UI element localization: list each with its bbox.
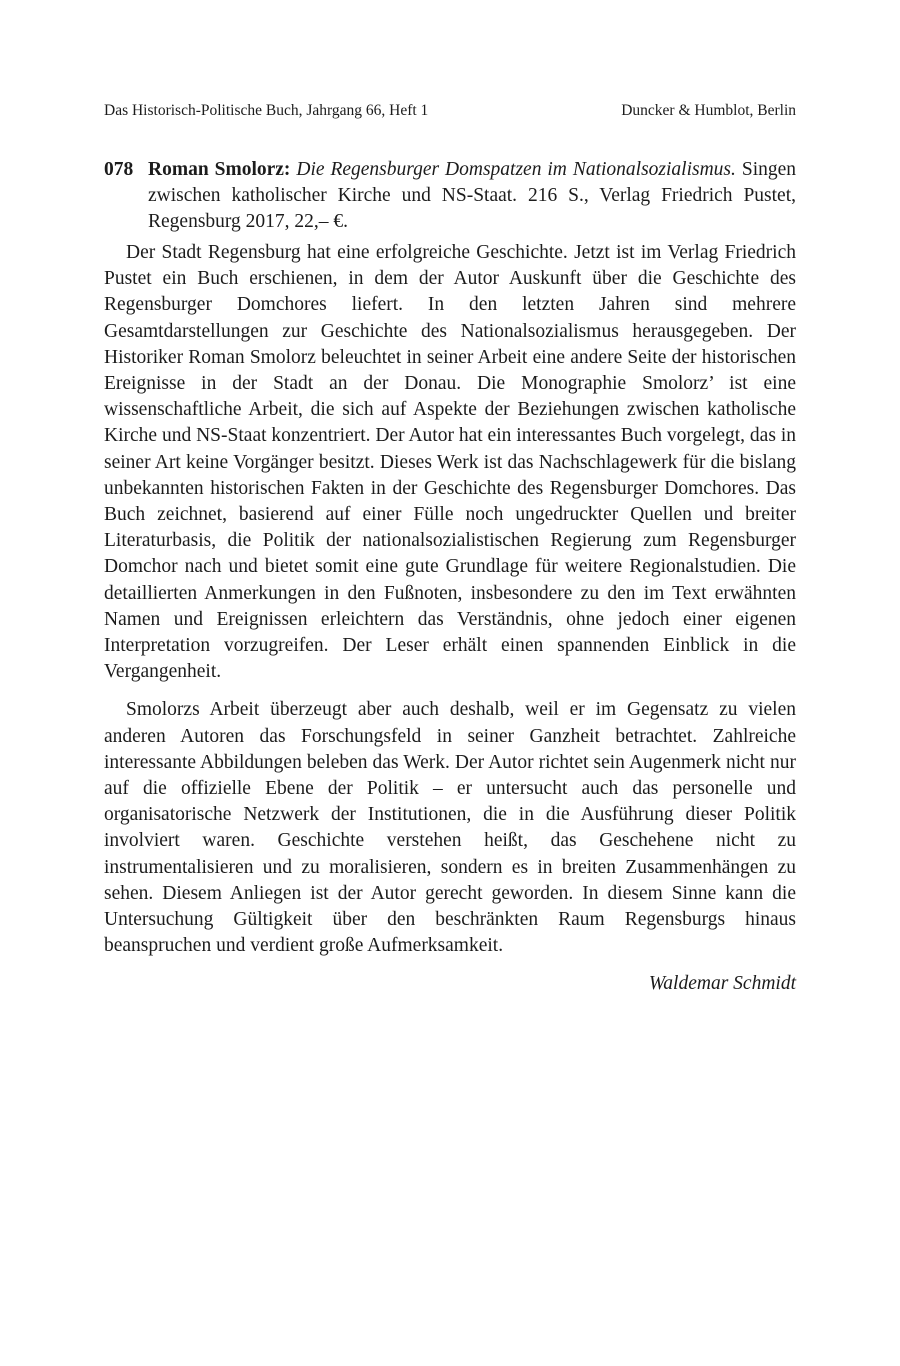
book-details: Singen zwischen katholischer Kirche und NS-Staat. 216 S., Verlag Friedrich Pustet, Regensburg 2017, 22,– €. [148, 159, 797, 232]
publisher-name: Duncker & Humblot, Berlin [621, 102, 796, 119]
entry-number: 078 [104, 159, 134, 180]
journal-title: Das Historisch-Politische Buch, Jahrgang 66, Heft 1 [104, 102, 429, 119]
bibliographic-entry [104, 157, 796, 235]
running-header [104, 101, 796, 121]
book-author: Roman Smolorz: [148, 159, 291, 180]
review-body [104, 240, 796, 998]
entry-citation [148, 157, 796, 235]
review-paragraph: Der Stadt Regensburg hat eine erfolgreiche Geschichte. Jetzt ist im Verlag Friedrich Pustet ein Buch erschienen, in dem der Autor Auskunft über die Geschichte des Regensburger Domchores liefert. In den letzten Jahren sind mehrere Gesamtdarstellungen zur Geschichte des Nationalsozialismus herausgegeben. Der Historiker Roman Smolorz beleuchtet in seiner Arbeit eine andere Seite der historischen Ereignisse in der Stadt an der Donau. Die Monographie Smolorz’ ist eine wissenschaftliche Arbeit, die sich auf Aspekte der Beziehungen zwischen katholische Kirche und NS-Staat konzentriert. Der Autor hat ein interessantes Buch vorgelegt, das in seiner Art keine Vorgänger besitzt. Dieses Werk ist das Nachschlagewerk für die bislang unbekannten historischen Fakten in der Geschichte des Regensburger Domchores. Das Buch zeichnet, basierend auf einer Fülle noch ungedruckter Quellen und breiter Literaturbasis, die Politik der nationalsozialistischen Regierung zum Regensburger Domchor nach und bietet somit eine gute Grundlage für weitere Regionalstudien. Die detaillierten Anmerkungen in den Fußnoten, insbesondere zu den im Text erwähnten Namen und Ereignissen erleichtern das Verständnis, ohne jedoch einer eigenen Interpretation vorzugreifen. Der Leser erhält einen spannenden Einblick in die Vergangenheit. [104, 242, 796, 683]
book-title: Die Regensburger Domspatzen im Nationalsozialismus. [296, 159, 736, 180]
review-paragraph: Smolorzs Arbeit überzeugt aber auch deshalb, weil er im Gegensatz zu vielen anderen Autoren das Forschungsfeld in seiner Ganzheit betrachtet. Zahlreiche interessante Abbildungen beleben das Werk. Der Autor richtet sein Augenmerk nicht nur auf die offizielle Ebene der Politik – er untersucht auch das personelle und organisatorische Netzwerk der Institutionen, die in die Ausführung dieser Politik involviert waren. Geschichte verstehen heißt, das Geschehene nicht zu instrumentalisieren und zu moralisieren, sondern es in breiten Zusammenhängen zu sehen. Diesem Anliegen ist der Autor gerecht geworden. In diesem Sinne kann die Untersuchung Gültigkeit über den beschränkten Raum Regensburgs hinaus beanspruchen und verdient große Aufmerksamkeit. [104, 699, 796, 957]
reviewer-signature: Waldemar Schmidt [648, 973, 796, 995]
